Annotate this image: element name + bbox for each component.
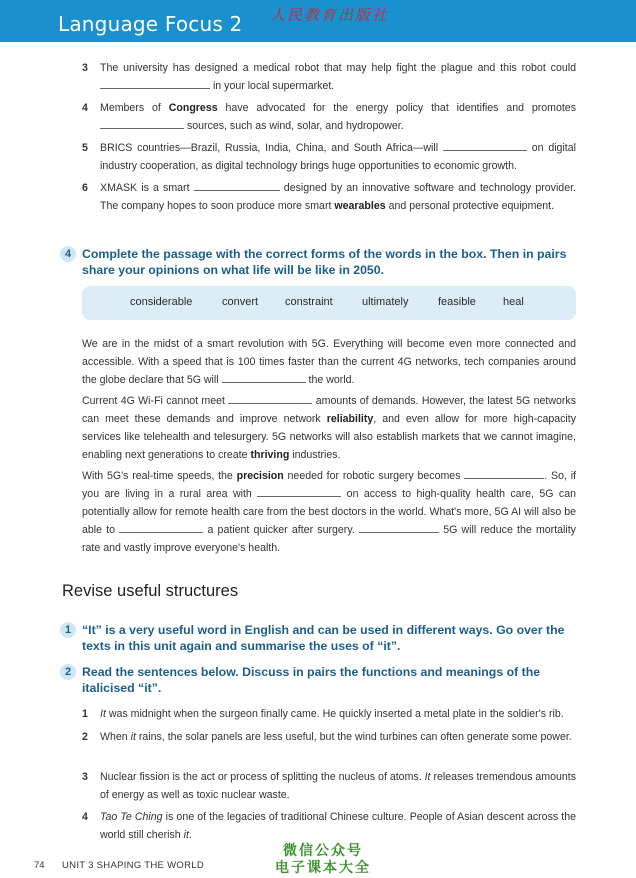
word-box-word: convert [222,296,259,308]
it-sentence-4: 4 Tao Te Ching is one of the legacies of traditional Chinese culture. People of Asian descent across the world still cherish it. [82,811,576,841]
answer-blank[interactable] [257,486,341,497]
publisher-watermark: 人民教育出版社 [270,6,390,24]
wechat-watermark-line-2: 电子课本大全 [275,860,371,876]
exercise-item-4: 4 Members of Congress have advocated for the energy policy that identifies and promotes sources, such as wind, solar, and hydropower. [82,102,577,132]
answer-blank[interactable] [100,118,184,129]
answer-blank[interactable] [359,522,439,533]
word-box-word: feasible [438,296,476,308]
it-sentence-2: 2 When it rains, the solar panels are less useful, but the wind turbines can often generate some power. [82,731,572,743]
passage-paragraph-2: Current 4G Wi-Fi cannot meet amounts of demands. However, the latest 5G networks can meet these demands and improve network reliability, and even allow for more high-capacity services like telehealth and telesurgery. 5G networks will also establish markets that we cannot imagine, enabling next generations to create thriving industries. [82,395,577,461]
answer-blank[interactable] [100,78,210,89]
revise-section-title: Revise useful structures [62,582,239,600]
task-number-badge: 2 [60,664,76,680]
answer-blank[interactable] [228,393,312,404]
answer-blank[interactable] [443,140,527,151]
task-number-badge: 4 [60,246,76,262]
task-number-badge: 1 [60,622,76,638]
word-box-word: constraint [285,296,333,308]
revise-task-2: 2 Read the sentences below. Discuss in pairs the functions and meanings of the italicised “it”. [60,664,580,696]
it-sentence-1: 1 It was midnight when the surgeon finally came. He quickly inserted a metal plate in the soldier's rib. [82,708,564,720]
unit-label: UNIT 3 SHAPING THE WORLD [62,860,204,871]
wechat-watermark-line-1: 微信公众号 [283,843,363,859]
page-header [0,0,636,42]
section-title: Language Focus 2 [58,12,243,36]
word-box-word: considerable [130,296,193,308]
revise-task-1: 1 “It” is a very useful word in English and can be used in different ways. Go over the texts in this unit again and summarise the uses of “it”. [60,622,580,654]
page-number: 74 [34,860,45,871]
answer-blank[interactable] [464,468,544,479]
answer-blank[interactable] [194,180,280,191]
exercise-item-6: 6 XMASK is a smart designed by an innovative software and technology provider. The company hopes to soon produce more smart wearables and personal protective equipment. [82,182,576,212]
word-box-word: heal [503,296,524,308]
word-box [82,286,576,320]
exercise-item-3: 3 The university has designed a medical robot that may help fight the plague and this robot could in your local supermarket. [82,62,576,92]
word-box-word: ultimately [362,296,409,308]
exercise-item-5: 5 BRICS countries—Brazil, Russia, India, China, and South Africa—will on digital industry cooperation, as digital technology brings huge opportunities to economic growth. [82,142,576,172]
passage-paragraph-1: We are in the midst of a smart revolution with 5G. Everything will become even more connected and accessible. With a speed that is 100 times faster than the current 4G networks, tech companies around the globe declare that 5G will the world. [82,338,576,386]
task-4-instruction: 4 Complete the passage with the correct forms of the words in the box. Then in pairs share your opinions on what life will be like in 2050. [60,246,580,278]
it-sentence-3: 3 Nuclear fission is the act or process of splitting the nucleus of atoms. It releases tremendous amounts of energy as well as toxic nuclear waste. [82,771,576,801]
answer-blank[interactable] [119,522,203,533]
passage-paragraph-3: With 5G's real-time speeds, the precision needed for robotic surgery becomes . So, if you are living in a rural area with on access to high-quality health care, 5G can potentially allow for remote health care from the best doctors in the world. What's more, 5G AI will also be able to a patient quicker after surgery. 5G will reduce the mortality rate and vastly improve everyone's health. [82,470,577,554]
answer-blank[interactable] [222,372,306,383]
